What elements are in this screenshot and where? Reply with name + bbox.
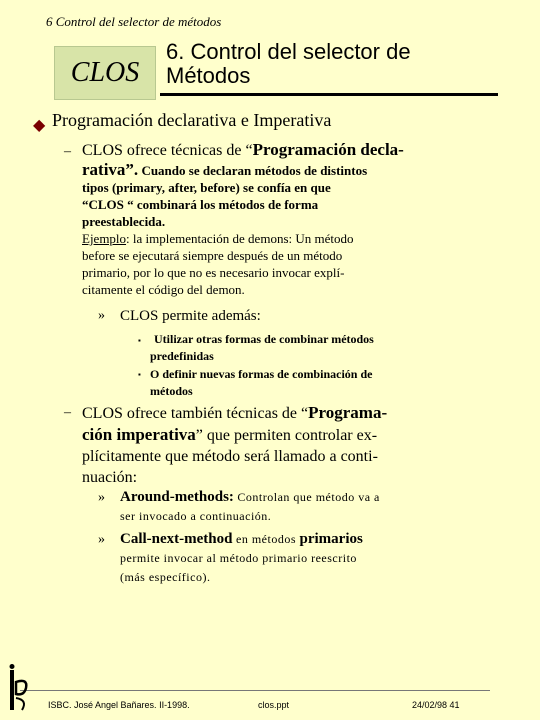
dash-bullet-icon: –: [64, 144, 71, 159]
bullet-item-1: [150, 331, 430, 365]
item1-line2-b: Cuando se declaran métodos de distintos: [138, 163, 368, 178]
bullet-item-1-line1: Utilizar otras formas de combinar métodos: [154, 332, 374, 346]
raquo-bullet-icon: »: [98, 308, 105, 323]
footer-rule: [20, 690, 490, 691]
item2-line1: [82, 402, 422, 424]
bullet-item-1-line2: predefinidas: [150, 349, 214, 363]
example-line1-text: : la implementación de demons: Un método: [126, 231, 354, 246]
diamond-bullet-icon: ◆: [33, 117, 46, 134]
call-next-method-line3: (más específico).: [120, 570, 211, 584]
around-methods-item: [120, 488, 440, 526]
item2-line1-a: CLOS ofrece también técnicas de “: [82, 405, 309, 422]
isbc-logo-icon: [8, 664, 30, 714]
running-header: 6 Control del selector de métodos: [46, 14, 222, 29]
small-square-bullet-icon: ▪: [138, 370, 141, 379]
clos-permite-label: CLOS permite además:: [120, 308, 261, 324]
title-line-2: Métodos: [166, 63, 251, 88]
item1-line2-a: rativa”.: [82, 160, 139, 179]
around-methods-label: Around-methods:: [120, 489, 234, 505]
footer-file: clos.ppt: [258, 700, 290, 710]
raquo-bullet-icon: »: [98, 490, 105, 505]
small-square-bullet-icon: ▪: [138, 336, 141, 345]
logo-text: CLOS: [70, 57, 140, 88]
footer-author: ISBC. José Angel Bañares. II-1998.: [48, 700, 190, 710]
example-line2: before se ejecutará siempre después de un método: [82, 248, 343, 263]
bullet-item-2-line2: métodos: [150, 384, 193, 398]
item1-line1: [82, 140, 502, 161]
primarios-label: primarios: [299, 531, 363, 547]
item1-paragraph: [82, 140, 502, 298]
call-next-method-line1: [120, 530, 440, 549]
title-underline: [160, 93, 498, 96]
dash-bullet-icon: –: [64, 405, 71, 420]
call-next-method-mid: en métodos: [232, 532, 300, 546]
example-line4: citamente el código del demon.: [82, 282, 245, 297]
item1-line4: “CLOS “ combinará los métodos de forma: [82, 197, 319, 212]
around-methods-line1: [120, 488, 440, 507]
item2-line3: plícitamente que método será llamado a conti-: [82, 448, 378, 465]
bullet-item-2-line1: O definir nuevas formas de combinación de: [150, 367, 373, 381]
call-next-method-label: Call-next-method: [120, 531, 233, 547]
example-label: Ejemplo: [82, 231, 127, 246]
raquo-bullet-icon: »: [98, 532, 105, 547]
item2-line2: [82, 424, 422, 446]
section-heading: Programación declarativa e Imperativa: [52, 110, 332, 130]
item1-line3: tipos (primary, after, before) se confía en que: [82, 180, 331, 195]
item2-paragraph: [82, 402, 422, 488]
bullet-item-2: [150, 366, 430, 400]
item2-line4: nuación:: [82, 469, 138, 486]
clos-logo: [54, 46, 156, 100]
item1-lead-a: CLOS ofrece técnicas de “: [82, 142, 253, 159]
item2-line2-a: ción imperativa: [82, 425, 196, 444]
call-next-method-item: [120, 530, 440, 587]
around-methods-line2: ser invocado a continuación.: [120, 509, 272, 523]
around-methods-rest: Controlan que método va a: [233, 490, 380, 504]
item1-line2: [82, 161, 502, 179]
slide-title: [166, 40, 496, 88]
item2-line1-b: Programa-: [308, 403, 388, 422]
item1-lead-b: Programación decla-: [252, 140, 404, 159]
example-line3: primario, por lo que no es necesario invocar explí-: [82, 265, 345, 280]
item2-line2-b: ” que permiten controlar ex-: [195, 427, 378, 444]
title-line-1: 6. Control del selector de: [166, 39, 411, 64]
call-next-method-line2: permite invocar al método primario reescrito: [120, 551, 357, 565]
footer-date-page: 24/02/98 41: [412, 700, 460, 710]
item1-line5: preestablecida.: [82, 214, 166, 229]
example-line1: [82, 230, 502, 247]
